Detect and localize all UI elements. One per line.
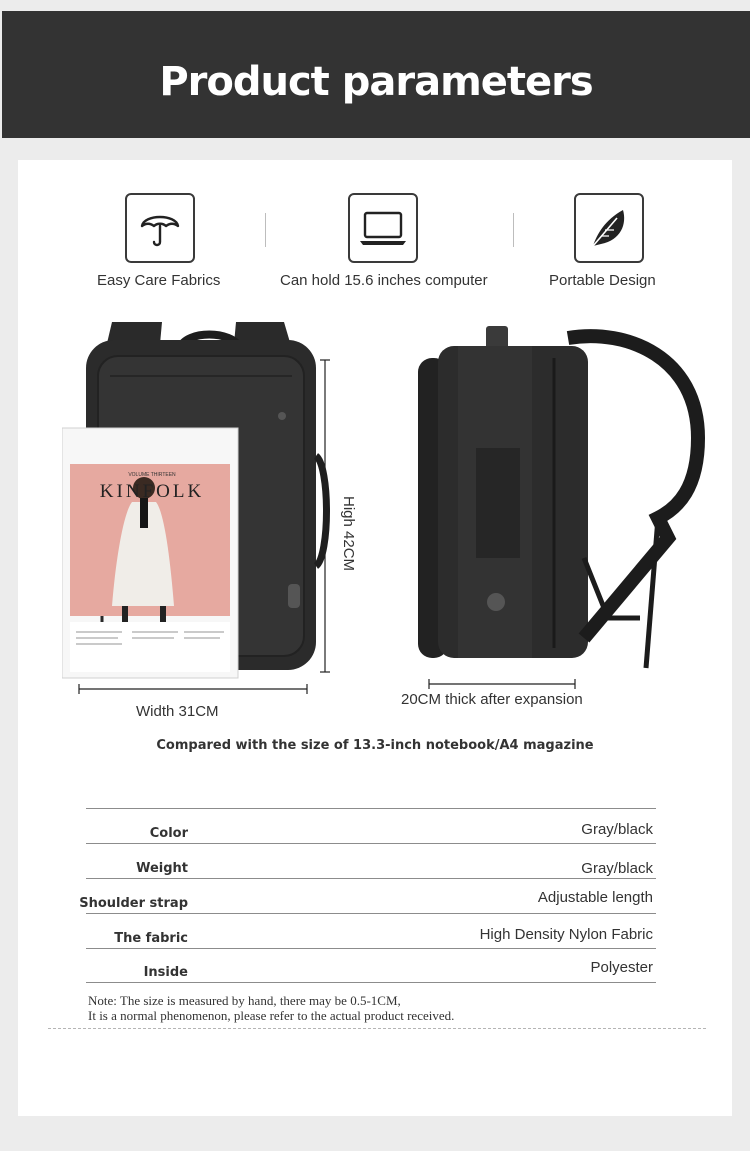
spec-row-weight <box>86 843 656 878</box>
spec-row-color <box>86 808 656 843</box>
spec-label: Weight <box>136 861 188 876</box>
spec-row-fabric <box>86 913 656 948</box>
umbrella-icon <box>138 206 182 250</box>
height-label: High 42CM <box>340 496 357 572</box>
thickness-label: 20CM thick after expansion <box>401 691 583 708</box>
header-banner <box>2 11 750 138</box>
height-dimension-line <box>319 358 331 674</box>
size-note-line-1: Note: The size is measured by hand, there may be 0.5-1CM, <box>88 993 401 1008</box>
size-note-line-2: It is a normal phenomenon, please refer to the actual product received. <box>88 1008 455 1023</box>
spec-row-inside <box>86 948 656 983</box>
magazine-title: KINFOLK <box>99 481 205 502</box>
spec-table <box>79 808 656 983</box>
backpack-side-photo <box>408 318 708 678</box>
spec-value: Gray/black <box>581 821 653 838</box>
spec-row-shoulder-strap <box>79 878 656 913</box>
laptop-icon <box>359 206 407 250</box>
spec-label: Inside <box>143 965 188 980</box>
thickness-dimension-line <box>427 678 577 690</box>
feature-label-easy-care: Easy Care Fabrics <box>97 272 221 289</box>
feature-label-portable: Portable Design <box>549 272 656 289</box>
width-dimension-line <box>77 683 309 695</box>
spec-value: Adjustable length <box>537 889 653 906</box>
width-label: Width 31CM <box>136 703 219 720</box>
feature-divider <box>265 213 266 247</box>
dashed-divider <box>48 1028 706 1029</box>
spec-label: The fabric <box>114 931 188 946</box>
feature-box-laptop <box>348 193 418 263</box>
spec-label: Color <box>149 826 188 841</box>
compare-caption: Compared with the size of 13.3-inch notebook/A4 magazine <box>156 738 594 753</box>
feature-divider <box>513 213 514 247</box>
feature-box-umbrella <box>125 193 195 263</box>
size-note <box>88 993 454 1023</box>
feature-label-computer: Can hold 15.6 inches computer <box>280 272 488 289</box>
spec-value: Polyester <box>590 959 653 976</box>
spec-value: Gray/black <box>581 860 653 877</box>
feature-box-feather <box>574 193 644 263</box>
spec-value: High Density Nylon Fabric <box>479 926 653 943</box>
page-title: Product parameters <box>159 59 593 105</box>
feather-icon <box>587 206 631 250</box>
spec-label: Shoulder strap <box>79 896 188 911</box>
magazine-issue: VOLUME THIRTEEN <box>128 472 176 478</box>
